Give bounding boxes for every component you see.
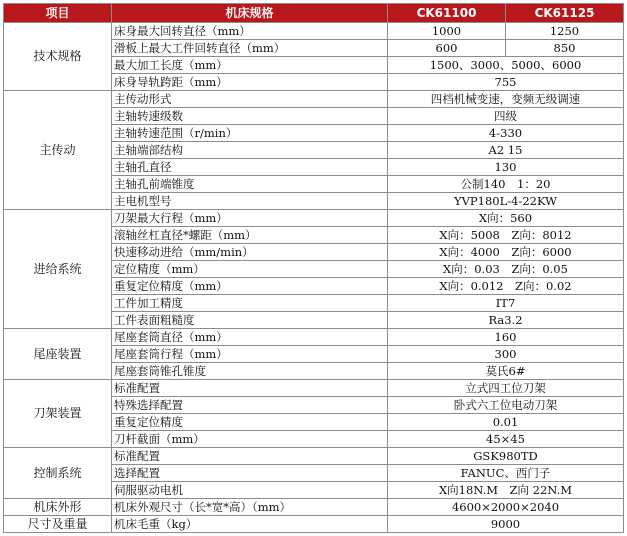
spec-item-label: 工件表面粗糙度	[112, 312, 388, 329]
spec-item-label: 床身导轨跨距（mm）	[112, 74, 388, 91]
spec-item-label: 主电机型号	[112, 193, 388, 210]
spec-value-shared: GSK980TD	[388, 448, 624, 465]
header-group: 项目	[4, 4, 112, 23]
table-row	[4, 210, 624, 227]
table-row	[4, 329, 624, 346]
header-spec: 机床规格	[112, 4, 388, 23]
spec-value-shared: 9000	[388, 516, 624, 533]
spec-item-label: 主轴端部结构	[112, 142, 388, 159]
spec-value-shared: X向：0.03 Z向：0.05	[388, 261, 624, 278]
group-label: 尾座装置	[4, 329, 112, 380]
spec-value-shared: 四档机械变速，变频无级调速	[388, 91, 624, 108]
spec-item-label: 机床外观尺寸（长*宽*高）（mm）	[112, 499, 388, 516]
table-row	[4, 23, 624, 40]
spec-item-label: 滑板上最大工件回转直径（mm）	[112, 40, 388, 57]
spec-item-label: 主轴转速级数	[112, 108, 388, 125]
spec-value-shared: X向：0.012 Z向：0.02	[388, 278, 624, 295]
spec-value-shared: X向：4000 Z向：6000	[388, 244, 624, 261]
group-label: 技术规格	[4, 23, 112, 91]
spec-value-ck61125: 850	[506, 40, 624, 57]
spec-item-label: 标准配置	[112, 448, 388, 465]
spec-item-label: 快速移动进给（mm/min）	[112, 244, 388, 261]
spec-value-shared: IT7	[388, 295, 624, 312]
spec-value-shared: X向：5008 Z向：8012	[388, 227, 624, 244]
table-body	[4, 23, 624, 533]
spec-value-shared: 四级	[388, 108, 624, 125]
spec-value-shared: 755	[388, 74, 624, 91]
group-label: 刀架装置	[4, 380, 112, 448]
spec-value-shared: 0.01	[388, 414, 624, 431]
spec-item-label: 主传动形式	[112, 91, 388, 108]
spec-item-label: 工件加工精度	[112, 295, 388, 312]
spec-item-label: 主轴转速范围（r/min）	[112, 125, 388, 142]
spec-value-shared: YVP180L-4-22KW	[388, 193, 624, 210]
spec-item-label: 尾座套筒直径（mm）	[112, 329, 388, 346]
table-row	[4, 91, 624, 108]
spec-value-shared: A2 15	[388, 142, 624, 159]
spec-value-ck61100: 600	[388, 40, 506, 57]
spec-item-label: 尾座套筒行程（mm）	[112, 346, 388, 363]
group-label: 尺寸及重量	[4, 516, 112, 533]
spec-value-shared: 莫氏6#	[388, 363, 624, 380]
table-row	[4, 499, 624, 516]
spec-item-label: 重复定位精度	[112, 414, 388, 431]
spec-item-label: 标准配置	[112, 380, 388, 397]
spec-value-shared: FANUC、西门子	[388, 465, 624, 482]
spec-value-shared: 立式四工位刀架	[388, 380, 624, 397]
spec-value-ck61125: 1250	[506, 23, 624, 40]
spec-value-shared: 130	[388, 159, 624, 176]
spec-item-label: 刀架最大行程（mm）	[112, 210, 388, 227]
spec-value-shared: 300	[388, 346, 624, 363]
group-label: 控制系统	[4, 448, 112, 499]
spec-value-shared: 公制140 1：20	[388, 176, 624, 193]
spec-value-shared: 160	[388, 329, 624, 346]
table-row	[4, 448, 624, 465]
spec-item-label: 特殊选择配置	[112, 397, 388, 414]
spec-item-label: 主轴孔直径	[112, 159, 388, 176]
spec-value-shared: X向18N.M Z向 22N.M	[388, 482, 624, 499]
spec-value-shared: 45×45	[388, 431, 624, 448]
group-label: 机床外形	[4, 499, 112, 516]
spec-item-label: 定位精度（mm）	[112, 261, 388, 278]
spec-item-label: 伺服驱动电机	[112, 482, 388, 499]
group-label: 进给系统	[4, 210, 112, 329]
table-header-row	[4, 4, 624, 23]
header-model-ck61100: CK61100	[388, 4, 506, 23]
spec-item-label: 最大加工长度（mm）	[112, 57, 388, 74]
group-label: 主传动	[4, 91, 112, 210]
spec-item-label: 选择配置	[112, 465, 388, 482]
table-row	[4, 516, 624, 533]
spec-item-label: 尾座套筒锥孔锥度	[112, 363, 388, 380]
spec-value-shared: 4600×2000×2040	[388, 499, 624, 516]
spec-item-label: 床身最大回转直径（mm）	[112, 23, 388, 40]
spec-item-label: 刀杆截面（mm）	[112, 431, 388, 448]
spec-value-shared: 4-330	[388, 125, 624, 142]
spec-value-shared: X向：560	[388, 210, 624, 227]
spec-value-ck61100: 1000	[388, 23, 506, 40]
spec-value-shared: 卧式六工位电动刀架	[388, 397, 624, 414]
spec-item-label: 滚轴丝杠直径*螺距（mm）	[112, 227, 388, 244]
spec-item-label: 主轴孔前端锥度	[112, 176, 388, 193]
machine-spec-table	[3, 3, 624, 533]
spec-value-shared: Ra3.2	[388, 312, 624, 329]
spec-item-label: 重复定位精度（mm）	[112, 278, 388, 295]
spec-value-shared: 1500、3000、5000、6000	[388, 57, 624, 74]
spec-item-label: 机床毛重（kg）	[112, 516, 388, 533]
table-row	[4, 380, 624, 397]
header-model-ck61125: CK61125	[506, 4, 624, 23]
